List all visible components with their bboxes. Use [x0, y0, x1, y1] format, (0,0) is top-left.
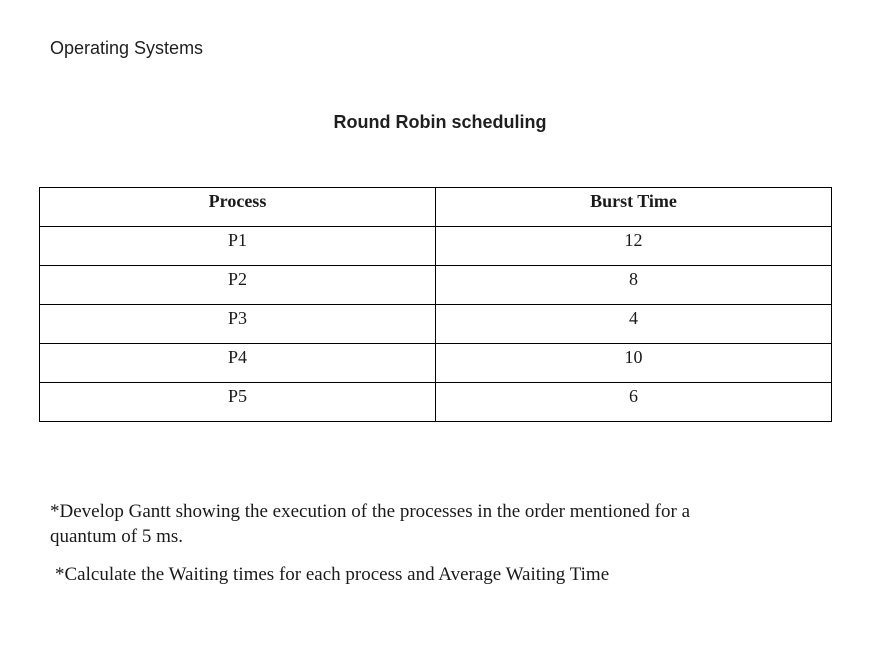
burst-time-cell: 6: [436, 383, 832, 422]
process-cell: P5: [40, 383, 436, 422]
burst-time-cell: 4: [436, 305, 832, 344]
process-cell: P2: [40, 266, 436, 305]
process-cell: P4: [40, 344, 436, 383]
table-row: [40, 266, 832, 305]
burst-time-cell: 8: [436, 266, 832, 305]
process-cell: P1: [40, 227, 436, 266]
page-title: Round Robin scheduling: [333, 112, 547, 132]
table-row: [40, 344, 832, 383]
burst-time-cell: 12: [436, 227, 832, 266]
process-cell: P3: [40, 305, 436, 344]
table-header-row: [40, 188, 832, 227]
instruction-gantt: *Develop Gantt showing the execution of the processes in the order mentioned for a quantum of 5 ms.: [50, 501, 691, 547]
process-table: [39, 187, 832, 422]
column-header-process: Process: [40, 188, 436, 227]
table-row: [40, 305, 832, 344]
course-name: Operating Systems: [50, 38, 204, 58]
table-row: [40, 227, 832, 266]
instruction-waiting-time: *Calculate the Waiting times for each process and Average Waiting Time: [55, 564, 610, 585]
table-row: [40, 383, 832, 422]
column-header-burst-time: Burst Time: [436, 188, 832, 227]
burst-time-cell: 10: [436, 344, 832, 383]
